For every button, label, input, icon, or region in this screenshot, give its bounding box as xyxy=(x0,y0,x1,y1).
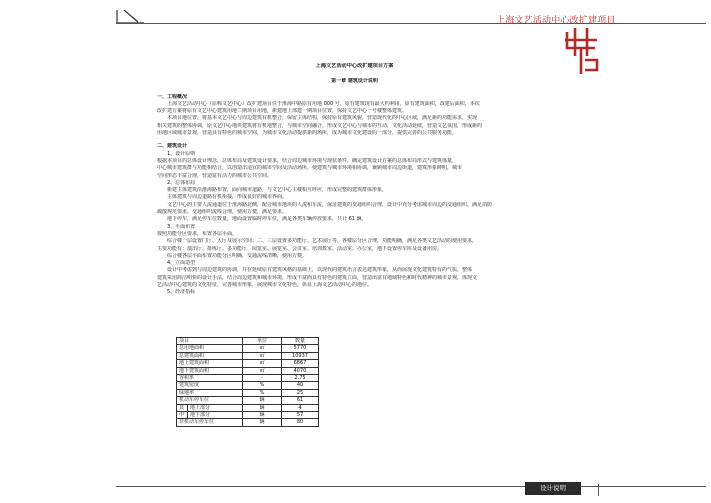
table-cell: 机动车停车位 xyxy=(177,397,243,404)
table-row xyxy=(177,419,319,426)
paragraph-line: 综合楼一层设置门厅、大厅及展示空间；二、三层设置多功能厅、艺术展厅等，各楼层分区合理，功能明确，满足各类文艺活动的使用要求， xyxy=(167,238,478,245)
table-cell: 其 xyxy=(177,404,188,411)
table-cell: % xyxy=(243,389,282,396)
table-cell: 10937 xyxy=(282,352,319,359)
table-cell: 5770 xyxy=(282,345,319,352)
chapter-heading: 第一章 建筑设计说明 xyxy=(331,78,378,85)
table-cell: 辆 xyxy=(243,397,282,404)
table-row xyxy=(177,412,319,419)
table-header-cell: 项目 xyxy=(177,338,243,345)
table-cell: 建筑密度 xyxy=(177,382,243,389)
paragraph-line: 主体建筑与周边道路有机衔接，形成良好的城市界面。 xyxy=(167,194,288,201)
table-cell: 地下部分 xyxy=(188,412,243,419)
table-cell: 61 xyxy=(282,397,319,404)
table-cell: 25 xyxy=(282,389,319,396)
project-logo-icon xyxy=(561,26,601,76)
table-cell: 57 xyxy=(282,412,319,419)
table-row xyxy=(177,404,319,411)
paragraph-line: 用地区域城市景观，营造具有特色的城市空间，为城市文化活动提供新的场所，成为城市文化建设的一部分，提供完善的公共服务功能。 xyxy=(157,130,458,137)
header-title: 上海文艺活动中心改扩建项目 xyxy=(496,16,616,26)
table-cell: ㎡ xyxy=(243,345,282,352)
footer-section-tab: 设计说明 xyxy=(525,482,581,495)
paragraph-line: 上海文艺活动中心（原称文艺中心）改扩建项目位于淮海中路原有用地 000 号，原有建筑现有最大约利用，原有建筑面积，改建后面积，本次 xyxy=(167,100,480,107)
table-cell: 总建筑面积 xyxy=(177,352,243,359)
paragraph-line: 根据本项目的总体设计理念，总体布局及建筑设计要求，结合周边城市环境与现状条件，确定建筑设计方案的总体布局形式与建筑体量， xyxy=(157,157,458,164)
table-cell: 40 xyxy=(282,382,319,389)
table-cell: - xyxy=(243,375,282,382)
section-heading: 一、工程概况 xyxy=(157,93,188,100)
table-cell: 4 xyxy=(282,404,319,411)
table-cell: 总用地面积 xyxy=(177,345,243,352)
table-cell: 非机动车停车位 xyxy=(177,419,243,426)
document-body xyxy=(157,63,552,297)
paragraph-line: 空间形态丰富合理，营造富有活力的城市公共空间。 xyxy=(157,172,273,179)
paragraph-line: 疏散规范要求，交通组织流线合理，使用方便，满足要求。 xyxy=(157,209,288,216)
footer-rule xyxy=(116,486,706,487)
table-row xyxy=(177,345,319,352)
paragraph-line: 主要功能有：演出厅、排练厅、多功能厅、阅览室、展览室、会议室、培训教室、活动室、办公室，地下设置停车库及设备用房。 xyxy=(157,245,443,252)
table-cell: 容积率 xyxy=(177,375,243,382)
paragraph-line: 文艺中心的主要人流通道位于淮海路北侧，配合城市地块的人流和车流，保证建筑的交通组织合理，设计中充分考虑城市周边的交通组织，满足消防 xyxy=(167,201,493,208)
subsection-heading: 4、立面造型 xyxy=(167,260,196,267)
table-cell: 4070 xyxy=(282,367,319,374)
table-cell: 辆 xyxy=(243,404,282,411)
paragraph-line: 地下停车，满足停车位数量，地面设置临时停车位，满足各类车辆停放要求，共计 61 辆。 xyxy=(167,216,367,223)
section-heading: 二、建筑设计 xyxy=(157,143,188,150)
table-row xyxy=(177,360,319,367)
table-row xyxy=(177,382,319,389)
table-cell: ㎡ xyxy=(243,352,282,359)
paragraph-line: 相关建筑的整体协调，原文艺中心地块建筑将有机地整合，与城市空间融合，形成文艺中心与城市的互动，文化活动延续，营造文艺氛围，形成新的 xyxy=(157,122,483,129)
subsection-heading: 3、平面布置 xyxy=(167,223,196,230)
table-row xyxy=(177,367,319,374)
table-cell: 2.75 xyxy=(282,375,319,382)
table-cell: 地上建筑面积 xyxy=(177,360,243,367)
subsection-heading: 5、经济指标 xyxy=(167,289,196,296)
subsection-heading: 2、总体布局 xyxy=(167,179,196,186)
table-row xyxy=(177,389,319,396)
table-cell: 辆 xyxy=(243,419,282,426)
paragraph-line: 综合楼各层平面布置功能分区明确，交通流线清晰，使用方便。 xyxy=(167,252,308,259)
paragraph-line: 建筑采用简洁明快的设计手法，结合周边建筑和城市环境，形成丰富而具有特色的建筑立面，营造出富有地域特色和时代精神的城市景观，体现文 xyxy=(157,274,478,281)
table-header-cell: 数量 xyxy=(282,338,319,345)
document-title: 上海文艺活动中心改扩建项目方案 xyxy=(315,63,394,69)
table-cell: 辆 xyxy=(243,412,282,419)
subsection-heading: 1、设计原则 xyxy=(167,150,196,157)
economic-indicators-table xyxy=(176,337,319,427)
footer-tick xyxy=(598,484,599,496)
table-cell: ㎡ xyxy=(243,360,282,367)
paragraph-line: 本项目地位置，将基本文艺中心与周边建筑有机整合，保留主体结构，保持原有建筑风貌，营造现代化的中心区域，满足新的功能需求，实现 xyxy=(167,115,478,122)
table-cell: ㎡ xyxy=(243,367,282,374)
table-cell: 中 xyxy=(177,412,188,419)
table-header-cell: 单位 xyxy=(243,338,282,345)
paragraph-line: 改扩建方案将原有文艺中心建筑用地二期项目用地，新建地上部建一期项目位置，保持文艺中心一号楼整体建筑。 xyxy=(157,108,408,115)
table-header-row xyxy=(177,338,319,345)
table-row xyxy=(177,352,319,359)
table-cell: 绿地率 xyxy=(177,389,243,396)
paragraph-line: 新建主体建筑沿淮海路布置，面向城市道路，与文艺中心主楼相互呼应，形成完整的建筑群体形象， xyxy=(167,187,388,194)
header-rule xyxy=(116,23,706,24)
table-cell: 80 xyxy=(282,419,319,426)
corner-mark-icon xyxy=(116,10,144,30)
paragraph-line: 中心城市建筑群与功能相结合，以创造出适宜的城市空间及活动场所，使建筑与城市环境相协调，兼顾城市周边街道，建筑形象鲜明，城市 xyxy=(157,165,463,172)
table-row xyxy=(177,397,319,404)
paragraph-line: 按照功能分区要求，布置各层平面。 xyxy=(157,230,238,237)
paragraph-line: 设计中考虑到与周边建筑的协调，并在延续原有建筑风格的基础上，以现代的建筑语言表达建筑形象，从而展现文化建筑特有的气质，整体 xyxy=(167,267,473,274)
table-cell: 地上部分 xyxy=(188,404,243,411)
table-cell: 6867 xyxy=(282,360,319,367)
table-cell: % xyxy=(243,382,282,389)
paragraph-line: 艺活动中心建筑的文化特征，完善城市形象，展现城市文化特色，彰显上海文艺活动中心的地位。 xyxy=(157,282,373,289)
table-cell: 地下建筑面积 xyxy=(177,367,243,374)
table-row xyxy=(177,375,319,382)
